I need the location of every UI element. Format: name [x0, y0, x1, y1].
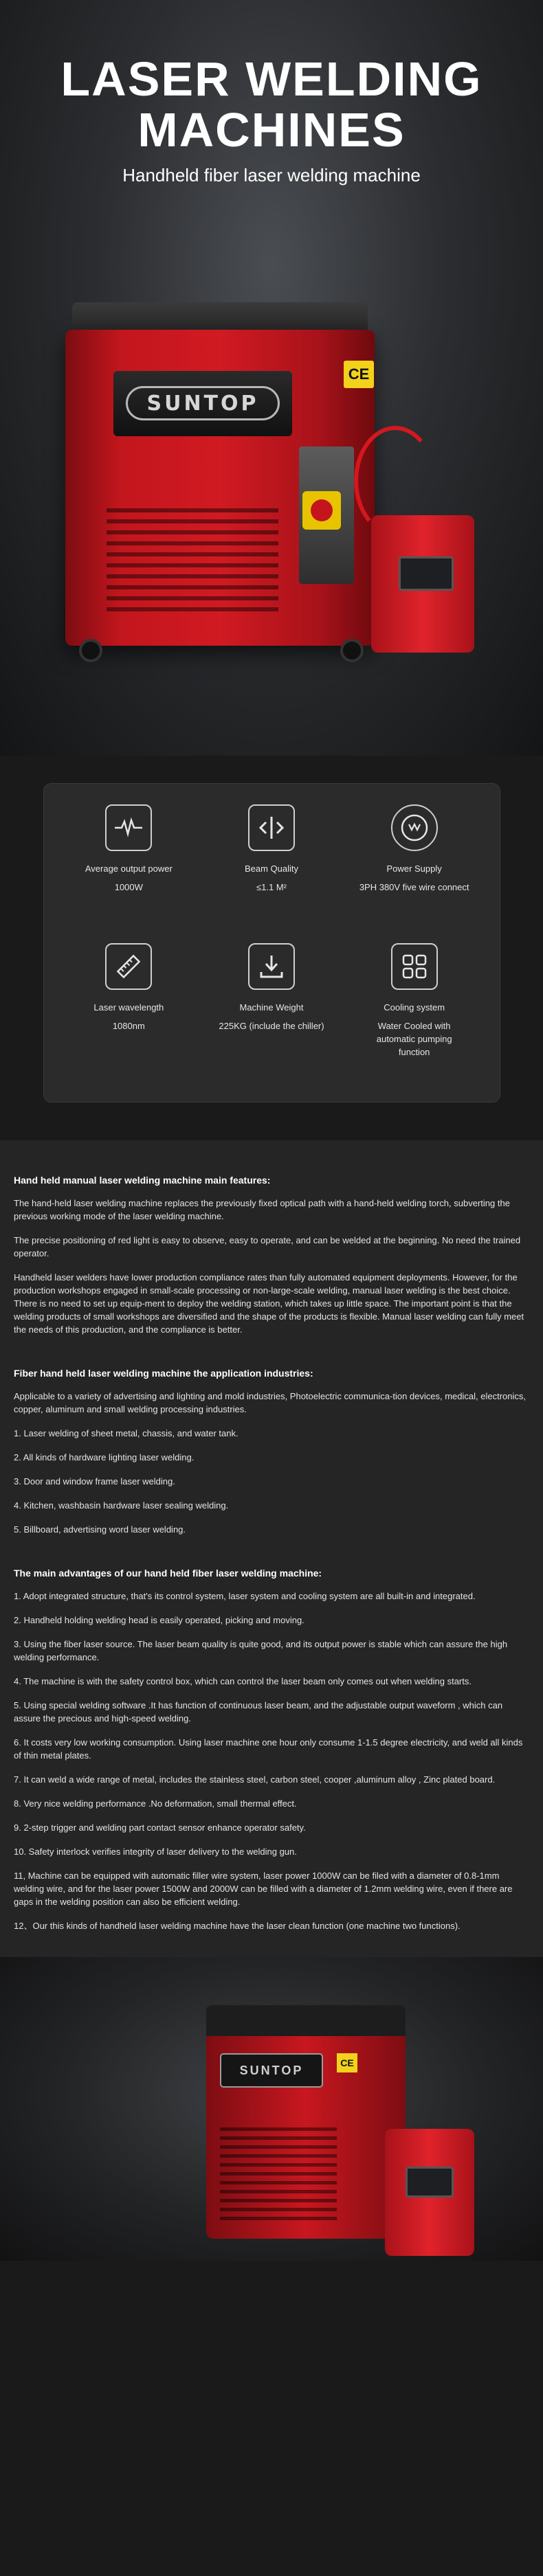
spec-cooling [343, 943, 486, 1082]
list-item: 3. Using the fiber laser source. The laser beam quality is quite good, and its output power is stable which can assure the high welding performance. [14, 1639, 508, 1662]
page-subtitle: Handheld fiber laser welding machine [122, 165, 421, 185]
spec-label: Beam Quality [244, 863, 299, 874]
ce-mark-icon: CE [344, 361, 374, 388]
beam-quality-icon [248, 804, 295, 851]
caster-wheel-icon [340, 639, 364, 662]
power-supply-icon [391, 804, 438, 851]
welding-gun-unit [371, 515, 474, 653]
spec-output-power [58, 804, 201, 943]
power-waveform-icon [105, 804, 152, 851]
paragraph: Applicable to a variety of advertising and lighting and mold industries, Photoelectric communica-tion devices, medical, electronics, copper, aluminum and small welding processing industries. [14, 1391, 526, 1414]
list-item: 5. Billboard, advertising word laser welding. [14, 1524, 186, 1535]
product-photo [0, 1957, 543, 2261]
spec-label: Laser wavelength [93, 1002, 164, 1013]
spec-beam-quality [200, 804, 343, 943]
list-item: 9. 2-step trigger and welding part contact sensor enhance operator safety. [14, 1822, 306, 1833]
list-item: 4. The machine is with the safety control box, which can control the laser beam only comes out when welding starts. [14, 1676, 472, 1686]
features-heading: Hand held manual laser welding machine main features: [14, 1175, 271, 1186]
title-line-2: MACHINES [137, 103, 406, 157]
list-item: 1. Laser welding of sheet metal, chassis, and water tank. [14, 1428, 239, 1438]
list-item: 8. Very nice welding performance .No deformation, small thermal effect. [14, 1798, 297, 1809]
spec-label: Power Supply [386, 863, 442, 874]
vent-grille [220, 2122, 337, 2225]
spec-wavelength [58, 943, 201, 1082]
laser-welding-machine-image [65, 302, 409, 659]
list-item: 4. Kitchen, washbasin hardware laser sealing welding. [14, 1500, 229, 1511]
brand-logo: SUNTOP [220, 2053, 323, 2088]
list-item: 5. Using special welding software .It has function of continuous laser beam, and the adjustable output waveform , which can assure the precious and high-speed welding. [14, 1700, 503, 1724]
description-section [0, 1140, 543, 1957]
list-item: 6. It costs very low working consumption. Using laser machine one hour only consume 1-1.5 degree electricity, and weld all kinds of thin metal plates. [14, 1737, 523, 1761]
specs-card [43, 783, 500, 1103]
ruler-icon [105, 943, 152, 990]
list-item: 1. Adopt integrated structure, that's its control system, laser system and cooling system are all built-in and integrated. [14, 1591, 476, 1601]
unit-display-screen [399, 556, 454, 591]
spec-value: 1000W [114, 882, 143, 892]
spec-label: Cooling system [384, 1002, 445, 1013]
spec-value: Water Cooled with automatic pumping function [376, 1020, 452, 1057]
spec-value: 3PH 380V five wire connect [359, 882, 469, 892]
advantages-heading: The main advantages of our hand held fiber laser welding machine: [14, 1568, 322, 1579]
spec-weight [200, 943, 343, 1082]
paragraph: Handheld laser welders have lower production compliance rates than fully automated equipment deployments. However, for the production workshops engaged in small-scale processing or non-large-scale welding, manual laser welding is the best choice. There is no need to set up equip-ment to deploy the welding station, which takes up little space. The important point is that the welding products of small workshops are diversified and the shape of the products is flexible. Manual laser welding can fully meet the needs of this production, and the compliance is better. [14, 1272, 524, 1335]
list-item: 2. Handheld holding welding head is easily operated, picking and moving. [14, 1615, 304, 1625]
title-line-1: LASER WELDING [60, 52, 483, 106]
brand-logo: SUNTOP [126, 386, 280, 420]
paragraph: The hand-held laser welding machine replaces the previously fixed optical path with a hand-held welding torch, subverting the previous working mode of the laser welding machine. [14, 1198, 510, 1221]
weight-download-icon [248, 943, 295, 990]
hero-banner [0, 0, 543, 756]
list-item: 7. It can weld a wide range of metal, includes the stainless steel, carbon steel, cooper ,aluminum alloy , Zinc plated board. [14, 1774, 496, 1785]
spec-power-supply [343, 804, 486, 943]
specs-section [0, 756, 543, 1140]
welding-gun-unit [385, 2129, 474, 2256]
industries-heading: Fiber hand held laser welding machine the application industries: [14, 1368, 313, 1379]
list-item: 11, Machine can be equipped with automatic filler wire system, laser power 1000W can be filed with a diameter of 0.8-1mm welding wire, and for the laser power 1500W and 2000W can be filled with a diameter of 1.2mm welding wire, even if there are gaps in the welding position can also be efficient welding. [14, 1871, 513, 1907]
list-item: 3. Door and window frame laser welding. [14, 1476, 175, 1487]
spec-value: 1080nm [112, 1020, 145, 1031]
spec-value: ≤1.1 M² [256, 882, 287, 892]
machine-top-cover [206, 2005, 406, 2036]
list-item: 10. Safety interlock verifies integrity of laser delivery to the welding gun. [14, 1846, 297, 1857]
caster-wheel-icon [79, 639, 102, 662]
vent-grille [107, 501, 278, 618]
emergency-stop-icon [302, 491, 341, 530]
spec-label: Machine Weight [239, 1002, 304, 1013]
list-item: 12、Our this kinds of handheld laser welding machine have the laser clean function (one machine two functions). [14, 1921, 461, 1931]
spec-label: Average output power [85, 863, 173, 874]
grid-icon [391, 943, 438, 990]
list-item: 2. All kinds of hardware lighting laser welding. [14, 1452, 195, 1462]
paragraph: The precise positioning of red light is easy to observe, easy to operate, and can be welded at the beginning. No need the trained operator. [14, 1235, 521, 1258]
page-title [0, 54, 543, 155]
unit-display-screen [406, 2167, 454, 2197]
ce-mark-icon: CE [337, 2053, 357, 2072]
spec-value: 225KG (include the chiller) [219, 1020, 324, 1031]
